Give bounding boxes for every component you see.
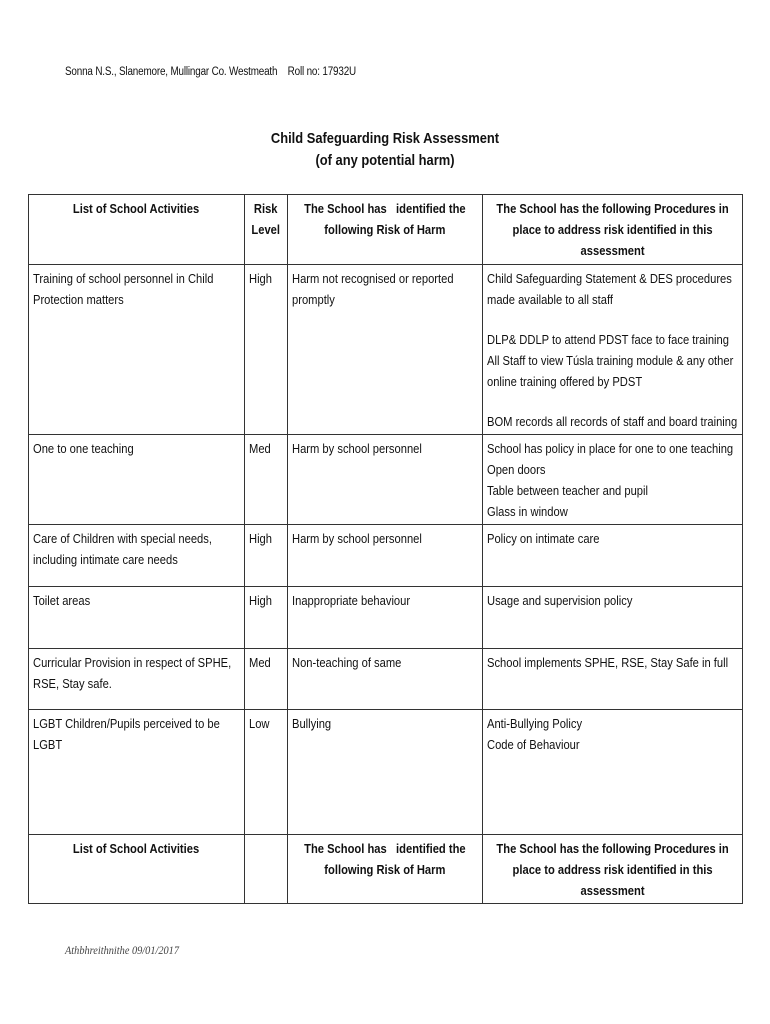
title-line-1: Child Safeguarding Risk Assessment — [270, 130, 500, 147]
procedures-cell — [483, 435, 743, 525]
activity-cell: Curricular Provision in respect of SPHE, RSE, Stay safe. — [29, 649, 245, 710]
risk-level-cell: Med — [245, 649, 288, 710]
risk-level-cell: High — [245, 587, 288, 649]
procedure-item: Anti-Bullying Policy — [487, 716, 583, 731]
table-row — [29, 435, 743, 525]
procedures-cell: Usage and supervision policy — [483, 587, 743, 649]
risk-assessment-table — [28, 194, 743, 904]
activity-cell: Toilet areas — [29, 587, 245, 649]
risk-cell: Inappropriate behaviour — [288, 587, 483, 649]
page-header — [65, 66, 356, 78]
header-activities: List of School Activities — [29, 195, 245, 265]
procedure-item: DLP& DDLP to attend PDST face to face training — [487, 332, 729, 347]
document-title — [0, 128, 770, 172]
title-line-2: (of any potential harm) — [315, 152, 455, 169]
risk-cell: Harm by school personnel — [288, 525, 483, 587]
procedure-item: BOM records all records of staff and board training — [487, 414, 738, 429]
footer-risk-of-harm: The School has identified the following Risk of Harm — [288, 835, 483, 904]
footer-procedures: The School has the following Procedures in place to address risk identified in this assessment — [483, 835, 743, 904]
activity-cell: Training of school personnel in Child Protection matters — [29, 265, 245, 435]
activity-cell: Care of Children with special needs, including intimate care needs — [29, 525, 245, 587]
procedure-item: Code of Behaviour — [487, 737, 580, 752]
procedure-item: Glass in window — [487, 504, 568, 519]
procedures-cell: Policy on intimate care — [483, 525, 743, 587]
procedure-item: School has policy in place for one to one teaching — [487, 441, 734, 456]
table-row — [29, 649, 743, 710]
roll-number: Roll no: 17932U — [287, 66, 357, 78]
header-risk-level: Risk Level — [245, 195, 288, 265]
risk-cell: Bullying — [288, 710, 483, 835]
procedures-cell: School implements SPHE, RSE, Stay Safe in full — [483, 649, 743, 710]
procedure-item: Child Safeguarding Statement & DES procedures made available to all staff — [487, 271, 732, 307]
risk-level-cell: High — [245, 265, 288, 435]
risk-level-cell: Med — [245, 435, 288, 525]
activity-cell: One to one teaching — [29, 435, 245, 525]
table-row — [29, 587, 743, 649]
header-procedures: The School has the following Procedures in place to address risk identified in this assessment — [483, 195, 743, 265]
procedure-item: All Staff to view Túsla training module & any other online training offered by PDST — [487, 353, 734, 389]
table-row — [29, 710, 743, 835]
table-row — [29, 525, 743, 587]
procedures-cell — [483, 710, 743, 835]
risk-cell: Harm not recognised or reported promptly — [288, 265, 483, 435]
activity-cell: LGBT Children/Pupils perceived to be LGBT — [29, 710, 245, 835]
footer-activities: List of School Activities — [29, 835, 245, 904]
table-row — [29, 265, 743, 435]
risk-cell: Harm by school personnel — [288, 435, 483, 525]
revision-date: Athbhreithnithe 09/01/2017 — [65, 943, 179, 957]
table-header-row — [29, 195, 743, 265]
table-footer-row — [29, 835, 743, 904]
footer-risk-level — [245, 835, 288, 904]
procedure-item: Table between teacher and pupil — [487, 483, 648, 498]
risk-level-cell: High — [245, 525, 288, 587]
risk-cell: Non-teaching of same — [288, 649, 483, 710]
header-risk-of-harm: The School has identified the following Risk of Harm — [288, 195, 483, 265]
procedures-cell — [483, 265, 743, 435]
risk-level-cell: Low — [245, 710, 288, 835]
school-address: Sonna N.S., Slanemore, Mullingar Co. Westmeath — [65, 66, 278, 78]
procedure-item: Open doors — [487, 462, 546, 477]
